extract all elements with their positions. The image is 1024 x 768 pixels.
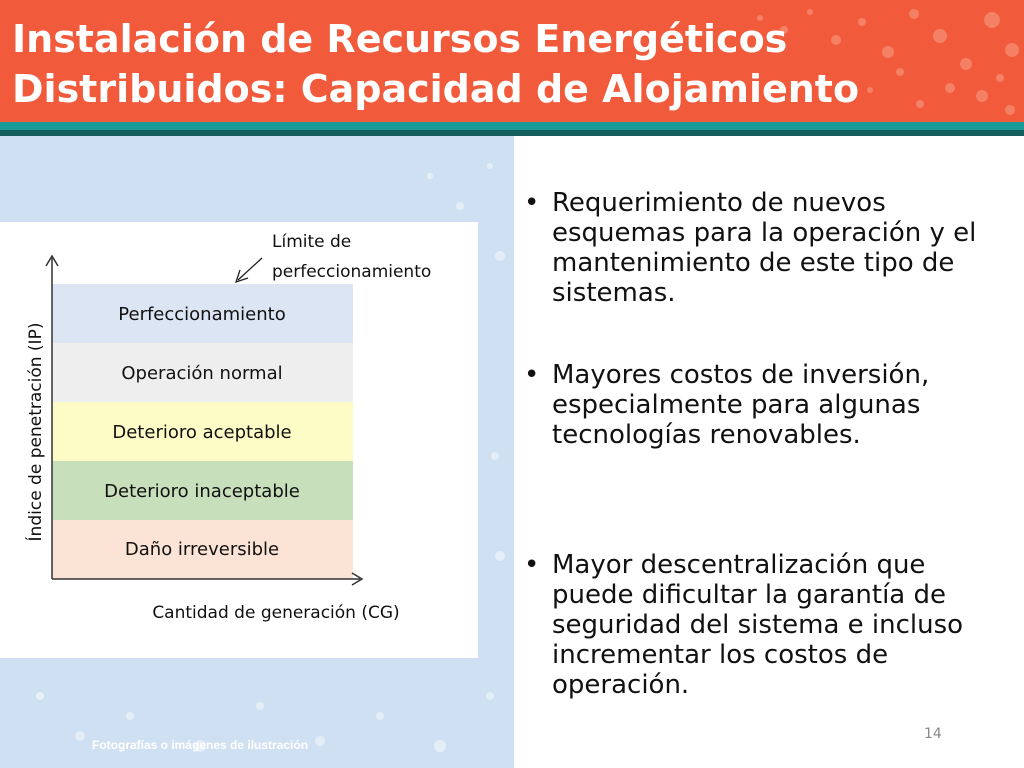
limit-pointer-line [238, 258, 262, 280]
bullet-text: Mayores costos de inversión, especialmente para algunas tecnologías renovables. [552, 360, 930, 450]
band-label-deterioro-inaceptable: Deterioro inaceptable [104, 481, 300, 502]
hosting-capacity-diagram [0, 222, 478, 658]
bullet-icon: • [524, 188, 540, 218]
title-line-1: Instalación de Recursos Energéticos [12, 17, 788, 61]
bullet-icon: • [524, 360, 540, 390]
title-bar [0, 0, 1024, 122]
slide-number: 14 [924, 726, 942, 742]
page-title [12, 14, 1012, 114]
band-label-deterioro-aceptable: Deterioro aceptable [112, 422, 292, 443]
limit-label-line-2: perfeccionamiento [272, 262, 432, 282]
band-label-dano-irreversible: Daño irreversible [124, 539, 280, 560]
x-axis-label: Cantidad de generación (CG) [152, 603, 400, 623]
band-label-perfeccionamiento: Perfeccionamiento [118, 304, 286, 325]
bullet-text: Mayor descentralización que puede dificultar la garantía de seguridad del sistema e incluso incrementar los costos de operación. [552, 550, 964, 700]
bullet-icon: • [524, 550, 540, 580]
band-label-operacion-normal: Operación normal [121, 363, 283, 384]
title-divider-teal [0, 122, 1024, 130]
bullet-item [520, 188, 1010, 308]
diagram-canvas [0, 222, 478, 658]
limit-label-line-1: Límite de [272, 232, 352, 252]
bullet-item [520, 360, 1010, 450]
bullet-list [520, 188, 1010, 700]
bullet-item [520, 550, 1010, 700]
title-line-2: Distribuidos: Capacidad de Alojamiento [12, 67, 860, 111]
illustration-caption: Fotografías o imágenes de ilustración [92, 738, 309, 752]
bullet-text: Requerimiento de nuevos esquemas para la operación y el mantenimiento de este tipo de sistemas. [552, 188, 977, 308]
y-axis-label: Índice de penetración (IP) [26, 322, 46, 542]
